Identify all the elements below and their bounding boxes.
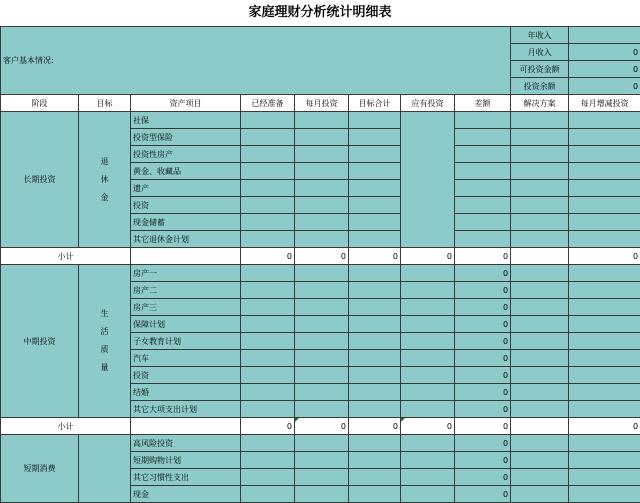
solution-cell[interactable] xyxy=(511,435,569,452)
solution-cell[interactable] xyxy=(511,384,569,401)
asset-item[interactable]: 其它退休金计划 xyxy=(131,231,241,248)
target-total-cell[interactable] xyxy=(349,231,401,248)
monthly-adjust-cell[interactable] xyxy=(569,231,640,248)
diff-cell[interactable]: 0 xyxy=(455,384,511,401)
subtotal-value[interactable] xyxy=(511,248,569,265)
monthly-invest-cell[interactable] xyxy=(295,129,349,146)
monthly-invest-cell[interactable] xyxy=(295,367,349,384)
target-total-cell[interactable] xyxy=(349,316,401,333)
column-header: 解决方案 xyxy=(511,95,569,112)
prepared-cell[interactable] xyxy=(241,435,295,452)
diff-cell[interactable] xyxy=(455,146,511,163)
monthly-adjust-cell[interactable] xyxy=(569,401,640,418)
monthly-adjust-cell[interactable] xyxy=(569,350,640,367)
asset-item[interactable]: 社保 xyxy=(131,112,241,129)
monthly-adjust-cell[interactable] xyxy=(569,367,640,384)
target-total-cell[interactable] xyxy=(349,265,401,282)
diff-cell[interactable]: 0 xyxy=(455,401,511,418)
required-invest-cell[interactable] xyxy=(401,401,455,418)
diff-cell[interactable]: 0 xyxy=(455,316,511,333)
monthly-invest-cell[interactable] xyxy=(295,214,349,231)
required-invest-cell[interactable] xyxy=(401,384,455,401)
monthly-invest-cell[interactable] xyxy=(295,299,349,316)
asset-item[interactable]: 其它习惯性支出 xyxy=(131,469,241,486)
prepared-cell[interactable] xyxy=(241,384,295,401)
diff-cell[interactable]: 0 xyxy=(455,299,511,316)
monthly-adjust-cell[interactable] xyxy=(569,214,640,231)
asset-item[interactable]: 投资性房产 xyxy=(131,146,241,163)
solution-cell[interactable] xyxy=(511,180,569,197)
solution-cell[interactable] xyxy=(511,469,569,486)
diff-cell[interactable]: 0 xyxy=(455,265,511,282)
required-invest-cell[interactable] xyxy=(401,350,455,367)
monthly-invest-cell[interactable] xyxy=(295,231,349,248)
target-total-cell[interactable] xyxy=(349,180,401,197)
summary-label: 投资余额 xyxy=(511,78,569,95)
diff-cell[interactable]: 0 xyxy=(455,333,511,350)
subtotal-row xyxy=(1,248,640,265)
monthly-invest-cell[interactable] xyxy=(295,146,349,163)
client-info-label: 客户基本情况: xyxy=(3,56,54,65)
stage-cell: 中期投资 xyxy=(1,265,79,418)
diff-cell[interactable] xyxy=(455,197,511,214)
column-header: 差额 xyxy=(455,95,511,112)
monthly-adjust-cell[interactable] xyxy=(569,299,640,316)
asset-item[interactable]: 投资型保险 xyxy=(131,129,241,146)
column-header: 目标合计 xyxy=(349,95,401,112)
monthly-adjust-cell[interactable] xyxy=(569,265,640,282)
finance-table xyxy=(0,26,640,503)
solution-cell[interactable] xyxy=(511,197,569,214)
table-row xyxy=(1,112,640,129)
monthly-invest-cell[interactable] xyxy=(295,316,349,333)
table-row xyxy=(1,265,640,282)
asset-item[interactable]: 遗产 xyxy=(131,180,241,197)
required-invest-cell[interactable] xyxy=(401,367,455,384)
subtotal-value[interactable]: 0 xyxy=(569,418,640,435)
monthly-invest-cell[interactable] xyxy=(295,265,349,282)
monthly-adjust-cell[interactable] xyxy=(569,469,640,486)
subtotal-value[interactable]: 0 xyxy=(569,248,640,265)
required-invest-cell[interactable] xyxy=(401,316,455,333)
target-total-cell[interactable] xyxy=(349,282,401,299)
prepared-cell[interactable] xyxy=(241,401,295,418)
target-total-cell[interactable] xyxy=(349,384,401,401)
subtotal-blank[interactable] xyxy=(131,418,241,435)
stage-cell: 短期消费 xyxy=(1,435,79,503)
column-header: 资产项目 xyxy=(131,95,241,112)
required-invest-cell[interactable] xyxy=(401,299,455,316)
solution-cell[interactable] xyxy=(511,112,569,129)
prepared-cell[interactable] xyxy=(241,367,295,384)
monthly-invest-cell[interactable] xyxy=(295,282,349,299)
monthly-invest-cell[interactable] xyxy=(295,435,349,452)
prepared-cell[interactable] xyxy=(241,333,295,350)
solution-cell[interactable] xyxy=(511,401,569,418)
monthly-adjust-cell[interactable] xyxy=(569,316,640,333)
asset-item[interactable]: 黄金、收藏品 xyxy=(131,163,241,180)
monthly-invest-cell[interactable] xyxy=(295,384,349,401)
target-total-cell[interactable] xyxy=(349,163,401,180)
required-invest-cell[interactable] xyxy=(401,265,455,282)
asset-item[interactable]: 结婚 xyxy=(131,384,241,401)
goal-char: 金 xyxy=(81,189,128,207)
required-invest-cell[interactable] xyxy=(401,282,455,299)
monthly-adjust-cell[interactable] xyxy=(569,112,640,129)
required-invest-cell[interactable] xyxy=(401,452,455,469)
monthly-adjust-cell[interactable] xyxy=(569,163,640,180)
target-total-cell[interactable] xyxy=(349,333,401,350)
subtotal-value[interactable]: 0 xyxy=(241,248,295,265)
table-body xyxy=(1,27,640,503)
solution-cell[interactable] xyxy=(511,316,569,333)
target-total-cell[interactable] xyxy=(349,214,401,231)
subtotal-value[interactable]: 0 xyxy=(241,418,295,435)
diff-cell[interactable] xyxy=(455,180,511,197)
column-header: 应有投资 xyxy=(401,95,455,112)
asset-item[interactable]: 房产三 xyxy=(131,299,241,316)
monthly-invest-cell[interactable] xyxy=(295,197,349,214)
subtotal-value[interactable]: 0 xyxy=(401,248,455,265)
summary-label: 可投资金额 xyxy=(511,61,569,78)
diff-cell[interactable]: 0 xyxy=(455,350,511,367)
monthly-adjust-cell[interactable] xyxy=(569,282,640,299)
target-total-cell[interactable] xyxy=(349,129,401,146)
asset-item[interactable]: 其它大项支出计划 xyxy=(131,401,241,418)
target-total-cell[interactable] xyxy=(349,350,401,367)
required-invest-cell[interactable] xyxy=(401,112,455,248)
prepared-cell[interactable] xyxy=(241,316,295,333)
solution-cell[interactable] xyxy=(511,350,569,367)
column-header: 阶段 xyxy=(1,95,79,112)
subtotal-value[interactable] xyxy=(511,418,569,435)
subtotal-value[interactable]: 0 xyxy=(349,418,401,435)
monthly-adjust-cell[interactable] xyxy=(569,180,640,197)
target-total-cell[interactable] xyxy=(349,401,401,418)
solution-cell[interactable] xyxy=(511,452,569,469)
column-header: 每月投资 xyxy=(295,95,349,112)
prepared-cell[interactable] xyxy=(241,231,295,248)
target-total-cell[interactable] xyxy=(349,197,401,214)
goal-char: 质 xyxy=(81,341,128,359)
monthly-adjust-cell[interactable] xyxy=(569,146,640,163)
prepared-cell[interactable] xyxy=(241,112,295,129)
target-total-cell[interactable] xyxy=(349,469,401,486)
monthly-invest-cell[interactable] xyxy=(295,163,349,180)
monthly-invest-cell[interactable] xyxy=(295,401,349,418)
client-info-cell[interactable] xyxy=(1,27,511,95)
required-invest-cell[interactable] xyxy=(401,333,455,350)
summary-row xyxy=(1,27,640,44)
monthly-adjust-cell[interactable] xyxy=(569,197,640,214)
asset-item[interactable]: 汽车 xyxy=(131,350,241,367)
subtotal-label: 小计 xyxy=(1,248,131,265)
asset-item[interactable]: 投资 xyxy=(131,197,241,214)
goal-cell xyxy=(79,435,131,503)
monthly-adjust-cell[interactable] xyxy=(569,333,640,350)
target-total-cell[interactable] xyxy=(349,299,401,316)
asset-item[interactable]: 保障计划 xyxy=(131,316,241,333)
prepared-cell[interactable] xyxy=(241,469,295,486)
asset-item[interactable]: 投资 xyxy=(131,367,241,384)
subtotal-value[interactable]: 0 xyxy=(455,418,511,435)
asset-item[interactable]: 现金 xyxy=(131,486,241,503)
diff-cell[interactable]: 0 xyxy=(455,282,511,299)
subtotal-value[interactable]: 0 xyxy=(349,248,401,265)
summary-value[interactable]: 0 xyxy=(569,61,640,78)
goal-char: 退 xyxy=(81,153,128,171)
target-total-cell[interactable] xyxy=(349,112,401,129)
solution-cell[interactable] xyxy=(511,299,569,316)
diff-cell[interactable] xyxy=(455,231,511,248)
summary-value[interactable]: 0 xyxy=(569,78,640,95)
prepared-cell[interactable] xyxy=(241,197,295,214)
diff-cell[interactable] xyxy=(455,129,511,146)
monthly-invest-cell[interactable] xyxy=(295,180,349,197)
solution-cell[interactable] xyxy=(511,265,569,282)
goal-char: 生 xyxy=(81,305,128,323)
prepared-cell[interactable] xyxy=(241,452,295,469)
solution-cell[interactable] xyxy=(511,333,569,350)
goal-cell xyxy=(79,112,131,248)
subtotal-label: 小计 xyxy=(1,418,131,435)
required-invest-cell[interactable] xyxy=(401,435,455,452)
prepared-cell[interactable] xyxy=(241,163,295,180)
subtotal-value[interactable]: 0 xyxy=(295,248,349,265)
prepared-cell[interactable] xyxy=(241,265,295,282)
column-header: 目标 xyxy=(79,95,131,112)
monthly-adjust-cell[interactable] xyxy=(569,384,640,401)
monthly-adjust-cell[interactable] xyxy=(569,129,640,146)
prepared-cell[interactable] xyxy=(241,180,295,197)
diff-cell[interactable]: 0 xyxy=(455,452,511,469)
prepared-cell[interactable] xyxy=(241,214,295,231)
required-invest-cell[interactable] xyxy=(401,469,455,486)
monthly-invest-cell[interactable] xyxy=(295,452,349,469)
monthly-invest-cell[interactable] xyxy=(295,350,349,367)
subtotal-value[interactable]: 0 xyxy=(455,248,511,265)
solution-cell[interactable] xyxy=(511,214,569,231)
stage-cell: 长期投资 xyxy=(1,112,79,248)
solution-cell[interactable] xyxy=(511,129,569,146)
diff-cell[interactable]: 0 xyxy=(455,435,511,452)
asset-item[interactable]: 子女教育计划 xyxy=(131,333,241,350)
monthly-invest-cell[interactable] xyxy=(295,469,349,486)
column-header: 已经准备 xyxy=(241,95,295,112)
monthly-adjust-cell[interactable] xyxy=(569,435,640,452)
table-row xyxy=(1,435,640,452)
asset-item[interactable]: 房产一 xyxy=(131,265,241,282)
goal-cell xyxy=(79,265,131,418)
summary-label: 月收入 xyxy=(511,44,569,61)
asset-item[interactable]: 高风险投资 xyxy=(131,435,241,452)
target-total-cell[interactable] xyxy=(349,367,401,384)
asset-item[interactable]: 房产二 xyxy=(131,282,241,299)
column-header: 每月增减投资 xyxy=(569,95,640,112)
asset-item[interactable]: 短期购物计划 xyxy=(131,452,241,469)
solution-cell[interactable] xyxy=(511,282,569,299)
target-total-cell[interactable] xyxy=(349,452,401,469)
summary-value[interactable]: 0 xyxy=(569,44,640,61)
prepared-cell[interactable] xyxy=(241,146,295,163)
subtotal-blank[interactable] xyxy=(131,248,241,265)
prepared-cell[interactable] xyxy=(241,350,295,367)
target-total-cell[interactable] xyxy=(349,435,401,452)
asset-item[interactable]: 现金储蓄 xyxy=(131,214,241,231)
diff-cell[interactable] xyxy=(455,163,511,180)
goal-char: 休 xyxy=(81,171,128,189)
solution-cell[interactable] xyxy=(511,367,569,384)
monthly-adjust-cell[interactable] xyxy=(569,452,640,469)
goal-char: 量 xyxy=(81,359,128,377)
diff-cell[interactable]: 0 xyxy=(455,367,511,384)
subtotal-value[interactable]: 0 xyxy=(401,418,455,435)
sheet-title: 家庭理财分析统计明细表 xyxy=(0,0,640,26)
prepared-cell[interactable] xyxy=(241,282,295,299)
diff-cell[interactable] xyxy=(455,214,511,231)
summary-label: 年收入 xyxy=(511,27,569,44)
goal-char: 活 xyxy=(81,323,128,341)
solution-cell[interactable] xyxy=(511,146,569,163)
diff-cell[interactable]: 0 xyxy=(455,469,511,486)
monthly-invest-cell[interactable] xyxy=(295,112,349,129)
target-total-cell[interactable] xyxy=(349,146,401,163)
solution-cell[interactable] xyxy=(511,163,569,180)
summary-value[interactable] xyxy=(569,27,640,44)
subtotal-value[interactable]: 0 xyxy=(295,418,349,435)
monthly-invest-cell[interactable] xyxy=(295,333,349,350)
solution-cell[interactable] xyxy=(511,231,569,248)
prepared-cell[interactable] xyxy=(241,299,295,316)
header-row xyxy=(1,95,640,112)
prepared-cell[interactable] xyxy=(241,129,295,146)
diff-cell[interactable]: 0 xyxy=(455,486,511,503)
diff-cell[interactable] xyxy=(455,112,511,129)
subtotal-row xyxy=(1,418,640,435)
